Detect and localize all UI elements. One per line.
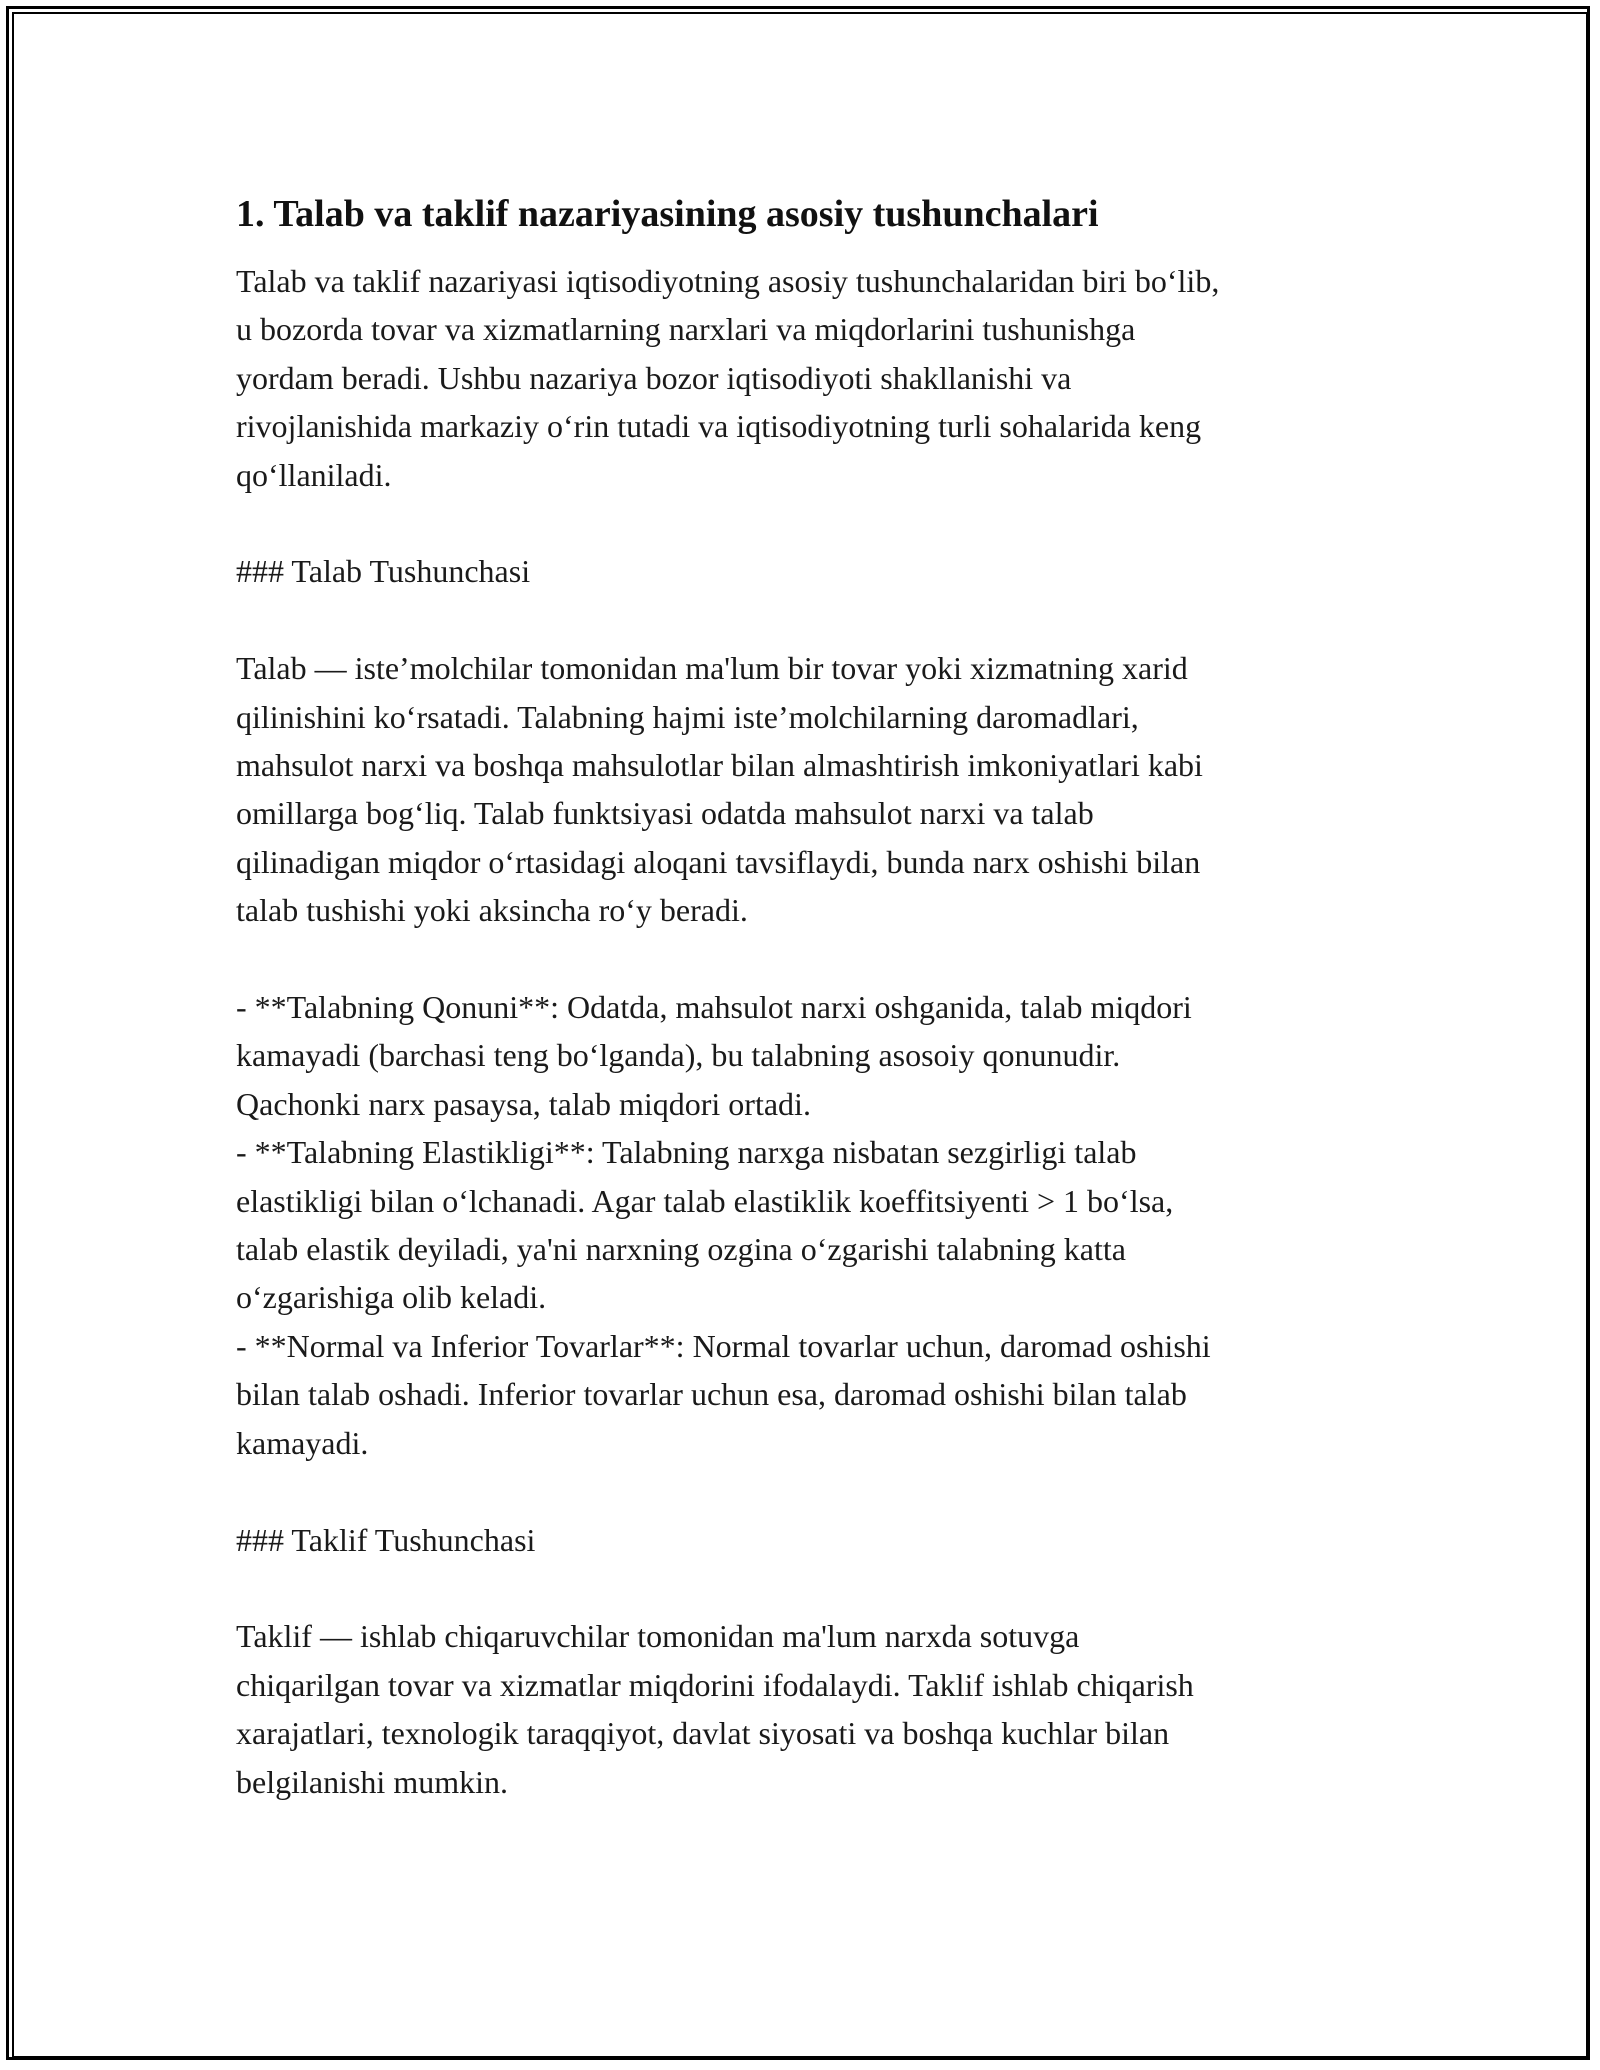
- demand-paragraph: Talab — iste’molchilar tomonidan ma'lum bir tovar yoki xizmatning xarid qilinishini ko‘rsatadi. Talabning hajmi iste’molchilarning daromadlari, mahsulot narxi va boshqa mahsulotlar bilan almashtirish imkoniyatlari kabi omillarga bog‘liq. Talab funktsiyasi odatda mahsulot narxi va talab qilinadigan miqdor o‘rtasidagi aloqani tavsiflaydi, bunda narx oshishi bilan talab tushishi yoki aksincha ro‘y beradi.: [236, 650, 1203, 929]
- spacer: [236, 1467, 1376, 1515]
- supply-paragraph: Taklif — ishlab chiqaruvchilar tomonidan ma'lum narxda sotuvga chiqarilgan tovar va xizmatlar miqdorini ifodalaydi. Taklif ishlab chiqarish xarajatlari, texnologik taraqqiyot, davlat siyosati va boshqa kuchlar bilan belgilanishi mumkin.: [236, 1618, 1194, 1800]
- spacer: [236, 1564, 1376, 1612]
- bullet-demand-elasticity: - **Talabning Elastikligi**: Talabning narxga nisbatan sezgirligi talab elastikligi bilan o‘lchanadi. Agar talab elastiklik koeffitsiyenti > 1 bo‘lsa, talab elastik deyiladi, ya'ni narxning ozgina o‘zgarishi talabning katta o‘zgarishiga olib keladi.: [236, 1134, 1174, 1316]
- document-body: [236, 185, 1376, 1806]
- bullet-law-of-demand: - **Talabning Qonuni**: Odatda, mahsulot narxi oshganida, talab miqdori kamayadi (barchasi teng bo‘lganda), bu talabning asosoiy qonunudir. Qachonki narx pasaysa, talab miqdori ortadi.: [236, 989, 1192, 1122]
- intro-paragraph: Talab va taklif nazariyasi iqtisodiyotning asosiy tushunchalaridan biri bo‘lib, u bozorda tovar va xizmatlarning narxlari va miqdorlarini tushunishga yordam beradi. Ushbu nazariya bozor iqtisodiyoti shakllanishi va rivojlanishida markaziy o‘rin tutadi va iqtisodiyotning turli sohalarida keng qo‘llaniladi.: [236, 263, 1220, 493]
- spacer: [236, 935, 1376, 983]
- document-title: 1. Talab va taklif nazariyasining asosiy tushunchalari: [236, 193, 1099, 235]
- spacer: [236, 499, 1376, 547]
- bullet-normal-inferior-goods: - **Normal va Inferior Tovarlar**: Normal tovarlar uchun, daromad oshishi bilan talab oshadi. Inferior tovarlar uchun esa, daromad oshishi bilan talab kamayadi.: [236, 1327, 1211, 1461]
- demand-section-heading: ### Talab Tushunchasi: [236, 553, 531, 590]
- supply-section-heading: ### Taklif Tushunchasi: [236, 1521, 536, 1558]
- spacer: [236, 596, 1376, 644]
